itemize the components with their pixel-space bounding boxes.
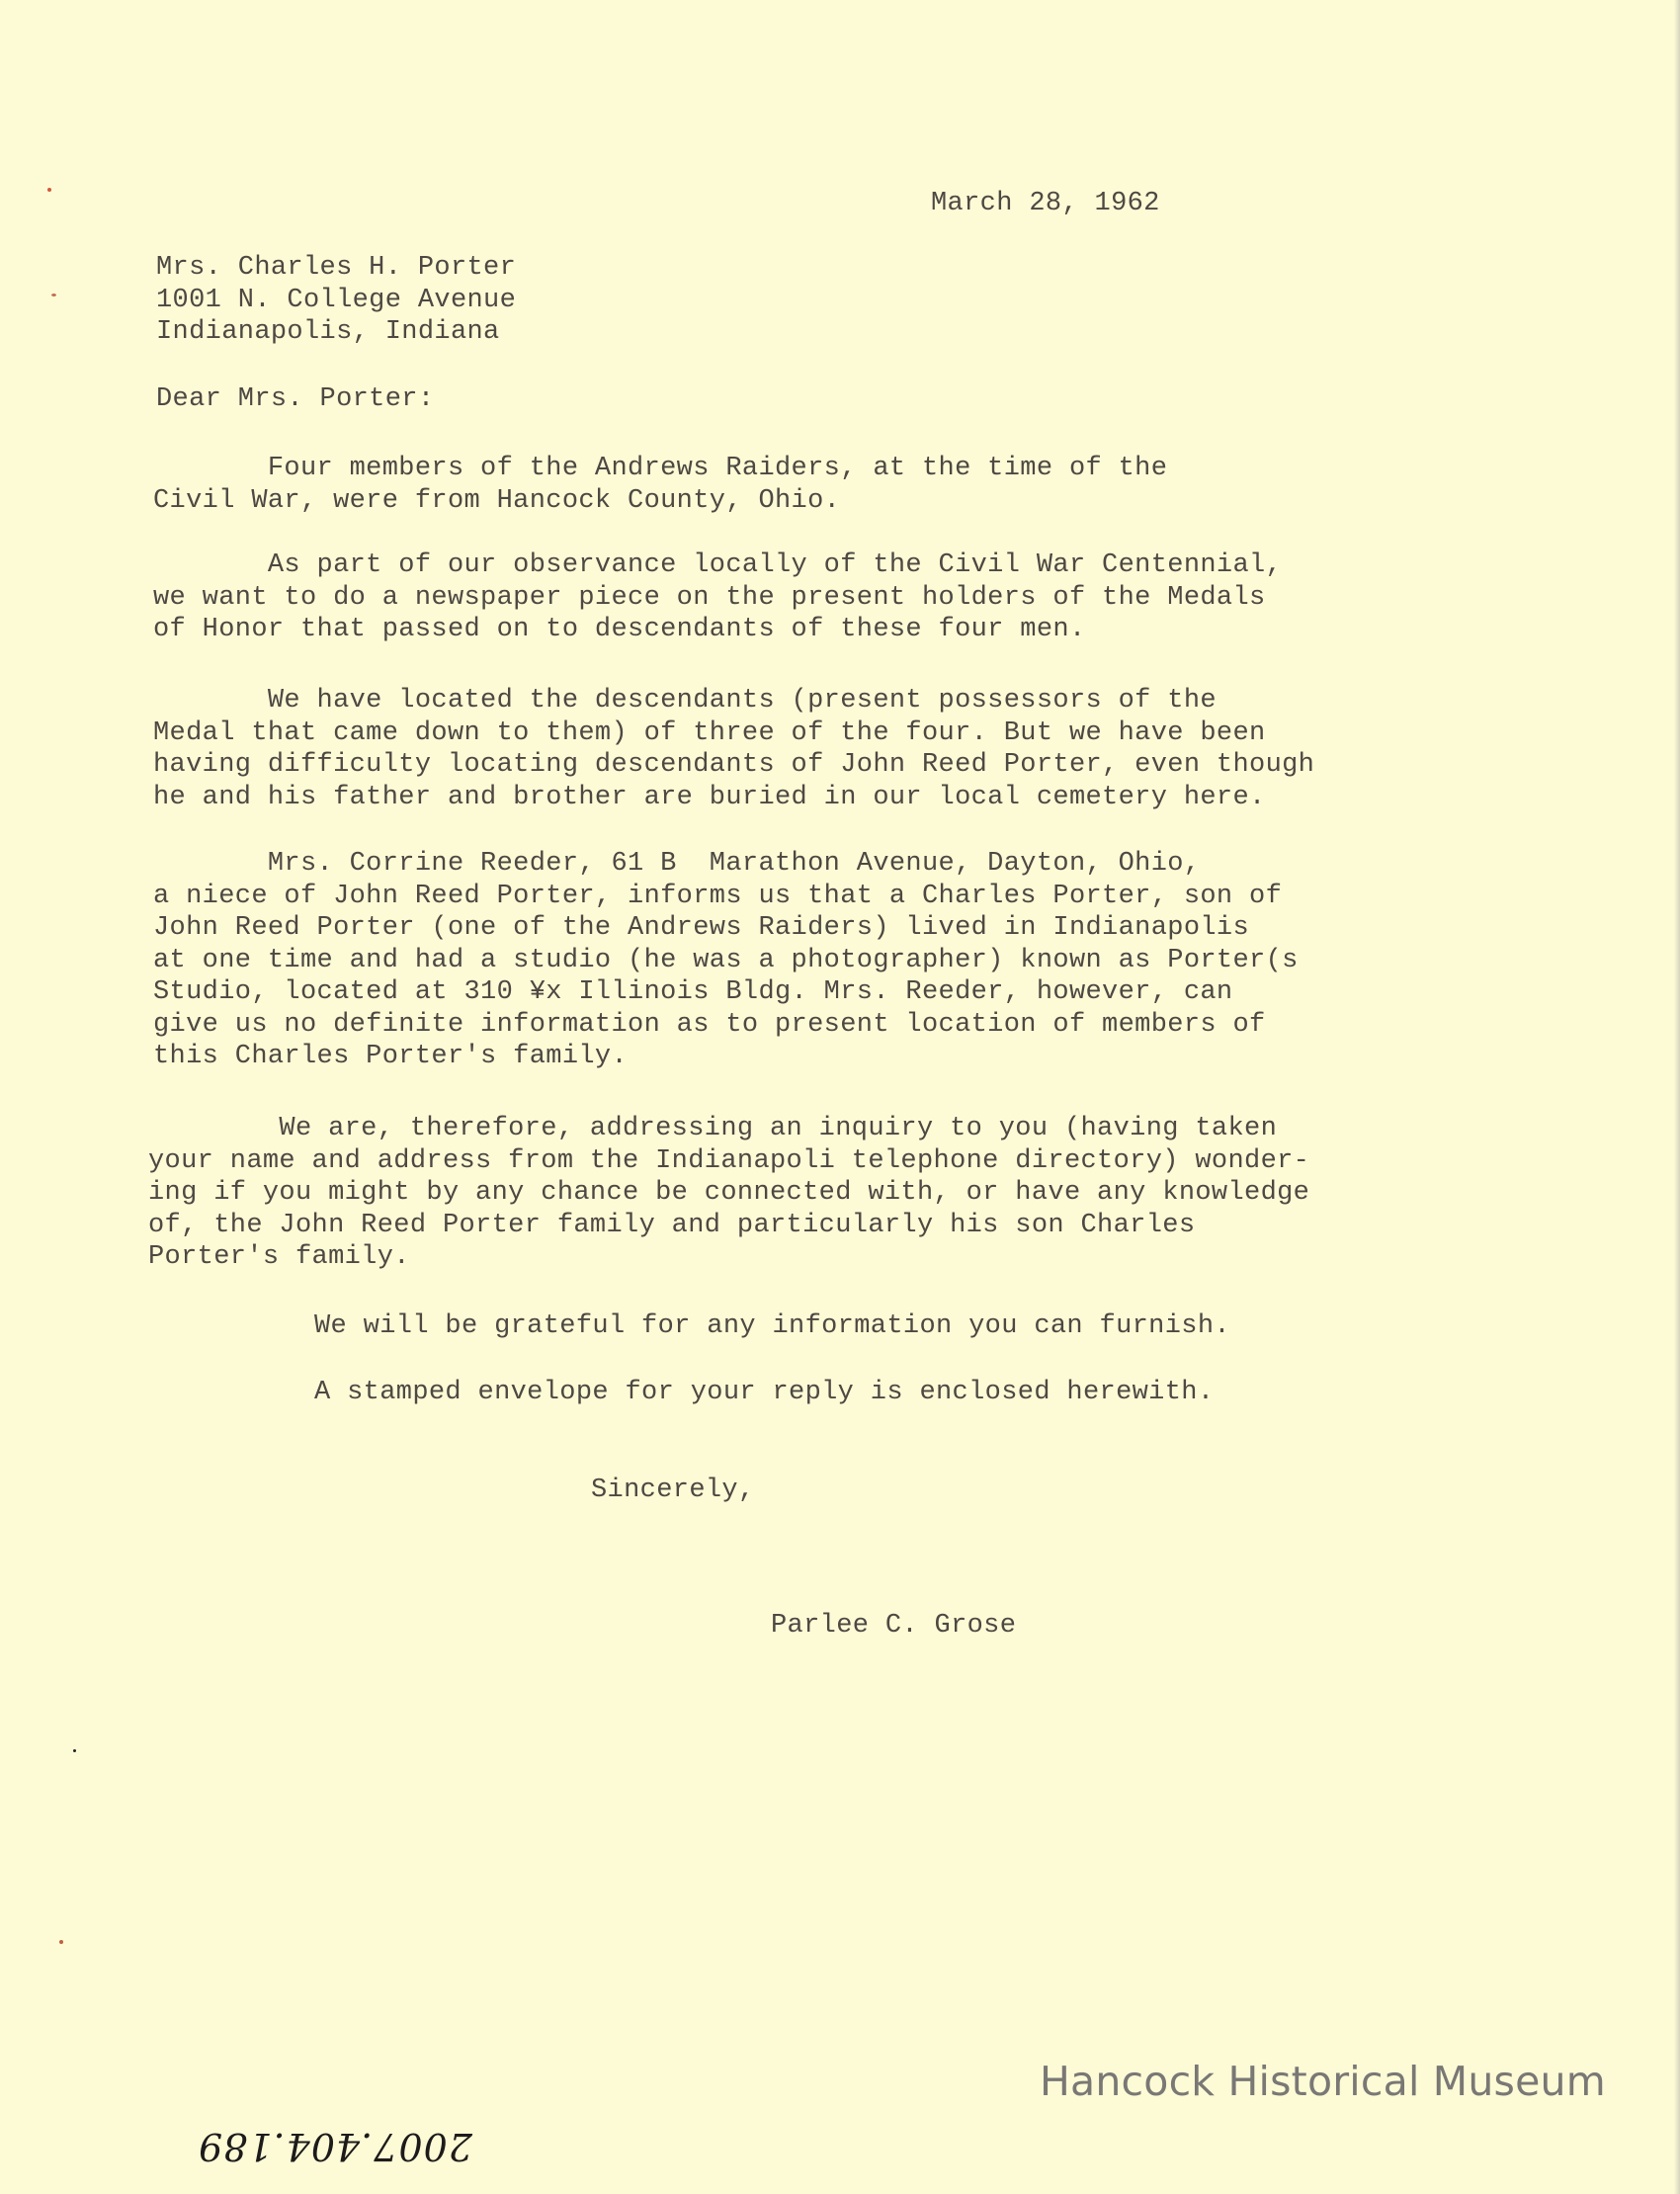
paragraph-line: A stamped envelope for your reply is enclosed herewith. [314,1378,1215,1407]
paragraph-line: ing if you might by any chance be connected with, or have any knowledge [148,1178,1310,1208]
paragraph-line: As part of our observance locally of the Civil War Centennial, [153,550,1283,580]
paragraph-line: Studio, located at 310 ¥x Illinois Bldg. Mrs. Reeder, however, can [153,977,1233,1007]
paragraph-line: Medal that came down to them) of three of the four. But we have been [153,717,1266,748]
scan-edge-shadow [1674,0,1680,2194]
paragraph-line: a niece of John Reed Porter, informs us that a Charles Porter, son of [153,881,1283,911]
body-paragraph-1 [153,453,1167,517]
museum-watermark: Hancock Historical Museum [1040,2058,1606,2105]
paragraph-line: of, the John Reed Porter family and particularly his son Charles [148,1210,1196,1240]
accession-number: 2007.404.189 [198,2125,472,2168]
paper-speck [47,188,51,192]
paragraph-line: your name and address from the Indianapoli telephone directory) wonder- [148,1145,1310,1176]
paragraph-line: give us no definite information as to present location of members of [153,1009,1266,1040]
paragraph-line: Mrs. Corrine Reeder, 61 B Marathon Avenue, Dayton, Ohio, [153,849,1201,879]
paragraph-line: We have located the descendants (present possessors of the [153,686,1217,716]
paragraph-line: We are, therefore, addressing an inquiry to you (having taken [148,1114,1278,1143]
recipient-street: 1001 N. College Avenue [156,285,517,315]
paragraph-line: we want to do a newspaper piece on the present holders of the Medals [153,582,1266,613]
paper-speck [51,294,56,296]
recipient-name: Mrs. Charles H. Porter [156,253,517,283]
paragraph-line: Four members of the Andrews Raiders, at the time of the [153,454,1168,483]
paragraph-line: this Charles Porter's family. [153,1042,629,1071]
letter-date: March 28, 1962 [931,189,1160,218]
paper-speck [73,1749,76,1752]
paper-speck [59,1940,63,1944]
body-paragraph-5 [148,1113,1309,1274]
body-paragraph-4 [153,848,1299,1073]
paragraph-line: Civil War, were from Hancock County, Ohio. [153,485,841,516]
paragraph-line: at one time and had a studio (he was a photographer) known as Porter(s [153,945,1299,975]
paragraph-line: Porter's family. [148,1242,410,1272]
closing: Sincerely, [591,1476,755,1505]
paragraph-line: of Honor that passed on to descendants of these four men. [153,615,1086,644]
body-paragraph-3 [153,685,1314,813]
body-paragraph-2 [153,549,1282,646]
recipient-city: Indianapolis, Indiana [156,317,500,347]
paragraph-line: having difficulty locating descendants of John Reed Porter, even though [153,750,1315,780]
signature: Parlee C. Grose [771,1611,1017,1641]
body-paragraph-7 [314,1377,1214,1409]
paragraph-line: We will be grateful for any information you can furnish. [314,1311,1230,1341]
salutation: Dear Mrs. Porter: [156,384,435,414]
body-paragraph-6 [314,1310,1230,1343]
recipient-address [156,252,516,349]
paragraph-line: he and his father and brother are buried in our local cemetery here. [153,782,1266,812]
paragraph-line: John Reed Porter (one of the Andrews Raiders) lived in Indianapolis [153,913,1250,943]
